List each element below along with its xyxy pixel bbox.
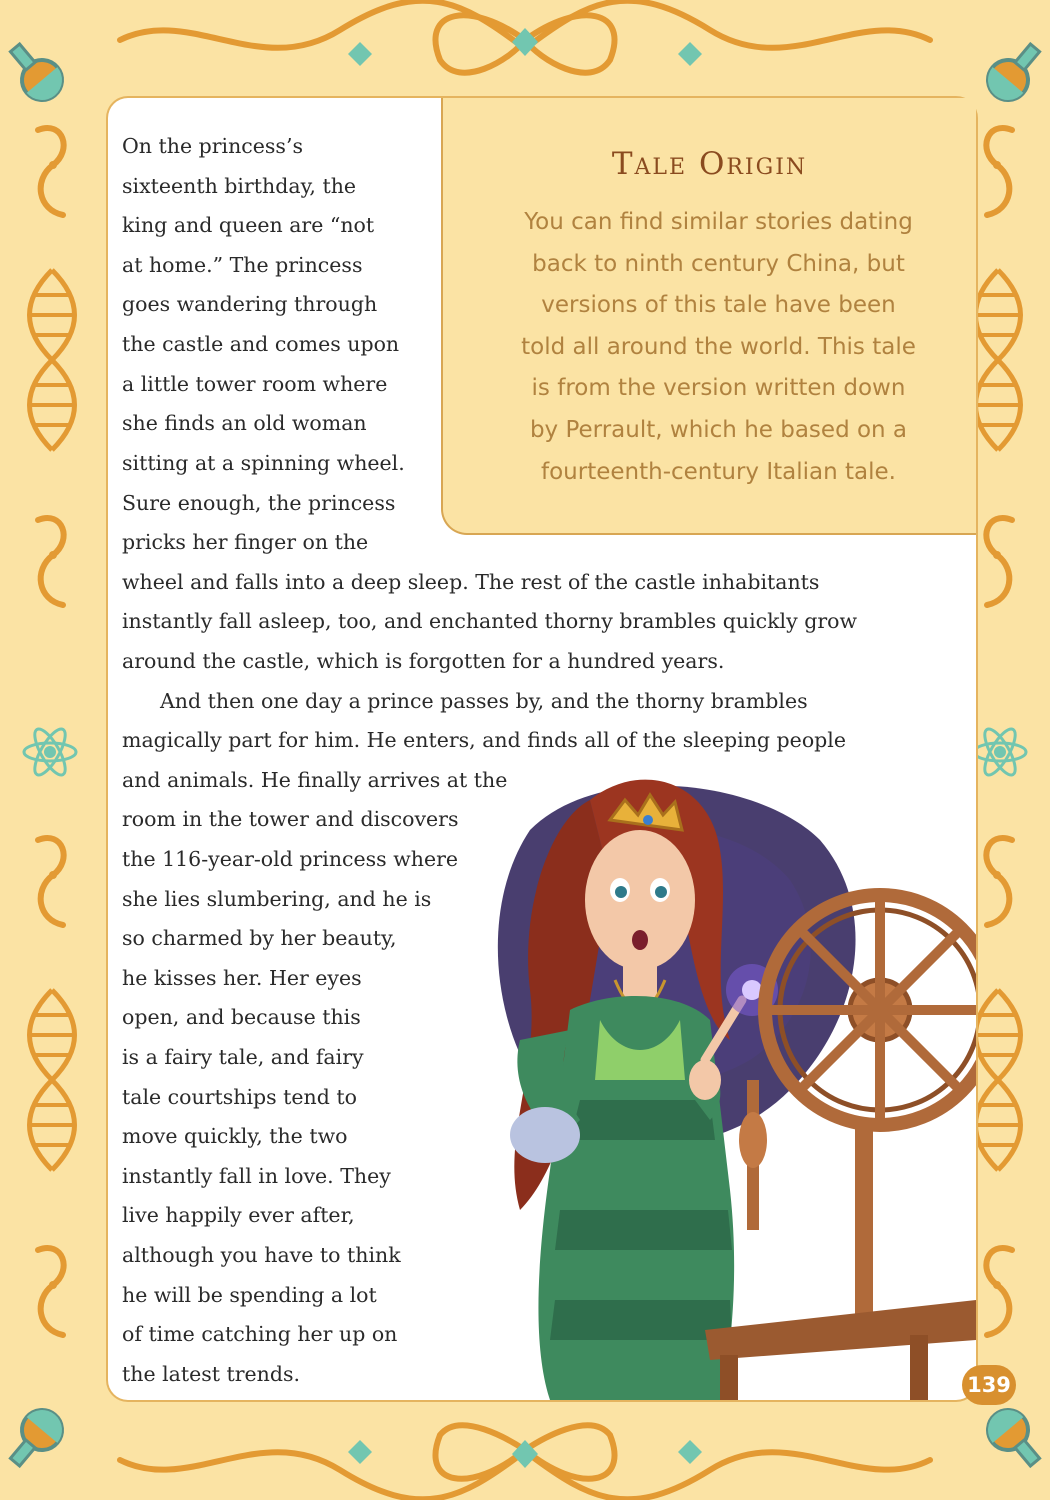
body-line: king and queen are “not — [122, 213, 375, 237]
sidebar-line: fourteenth-century Italian tale. — [541, 458, 896, 485]
sidebar-line: You can find similar stories dating — [524, 209, 913, 235]
body-line: Sure enough, the princess — [122, 491, 396, 515]
sidebar-line: versions of this tale have been — [541, 292, 896, 319]
body-line: instantly fall in love. They — [122, 1164, 391, 1188]
body-line: wheel and falls into a deep sleep. The rest of the castle inhabitants — [122, 570, 820, 594]
body-line: she lies slumbering, and he is — [122, 887, 432, 911]
princess-spinning-wheel-illustration — [460, 740, 976, 1400]
body-line: live happily ever after, — [122, 1203, 355, 1227]
body-line: he will be spending a lot — [122, 1283, 377, 1307]
body-line: the latest trends. — [122, 1362, 301, 1386]
tale-origin-sidebar — [441, 98, 976, 535]
body-line: open, and because this — [122, 1005, 361, 1029]
sidebar-line: by Perrault, which he based on a — [529, 416, 908, 443]
body-line: a little tower room where — [122, 372, 388, 396]
body-line: she finds an old woman — [122, 411, 367, 435]
sidebar-line: is from the version written down — [531, 375, 906, 402]
body-line: the 116-year-old princess where — [122, 847, 459, 871]
sidebar-body — [471, 202, 966, 493]
body-line: sixteenth birthday, the — [122, 174, 357, 198]
body-line: at home.” The princess — [122, 253, 363, 277]
body-line: the castle and comes upon — [122, 332, 400, 356]
body-line: goes wandering through — [122, 292, 378, 316]
sidebar-title: Tale Origin — [611, 146, 808, 182]
body-line: And then one day a prince passes by, and the thorny brambles — [160, 689, 808, 713]
body-line: magically part for him. He enters, and finds all of the sleeping people — [122, 728, 846, 752]
body-line: so charmed by her beauty, — [122, 926, 397, 950]
sidebar-line: back to ninth century China, but — [532, 250, 905, 277]
body-line: On the princess’s — [122, 134, 303, 158]
body-line: and animals. He finally arrives at the — [122, 768, 508, 792]
body-line: sitting at a spinning wheel. — [122, 451, 405, 475]
body-line: instantly fall asleep, too, and enchanted thorny brambles quickly grow — [122, 609, 858, 633]
sidebar-line: told all around the world. This tale — [521, 333, 916, 360]
body-line: room in the tower and discovers — [122, 807, 459, 831]
body-line: move quickly, the two — [122, 1124, 348, 1148]
body-line: he kisses her. Her eyes — [122, 966, 362, 990]
body-line: although you have to think — [122, 1243, 401, 1267]
body-line: of time catching her up on — [122, 1322, 398, 1346]
body-line: tale courtships tend to — [122, 1085, 357, 1109]
body-line: is a fairy tale, and fairy — [122, 1045, 364, 1069]
page-number-badge — [962, 1365, 1016, 1405]
body-line: pricks her finger on the — [122, 530, 369, 554]
page-number: 139 — [967, 1373, 1011, 1397]
body-line: around the castle, which is forgotten for a hundred years. — [122, 649, 725, 673]
